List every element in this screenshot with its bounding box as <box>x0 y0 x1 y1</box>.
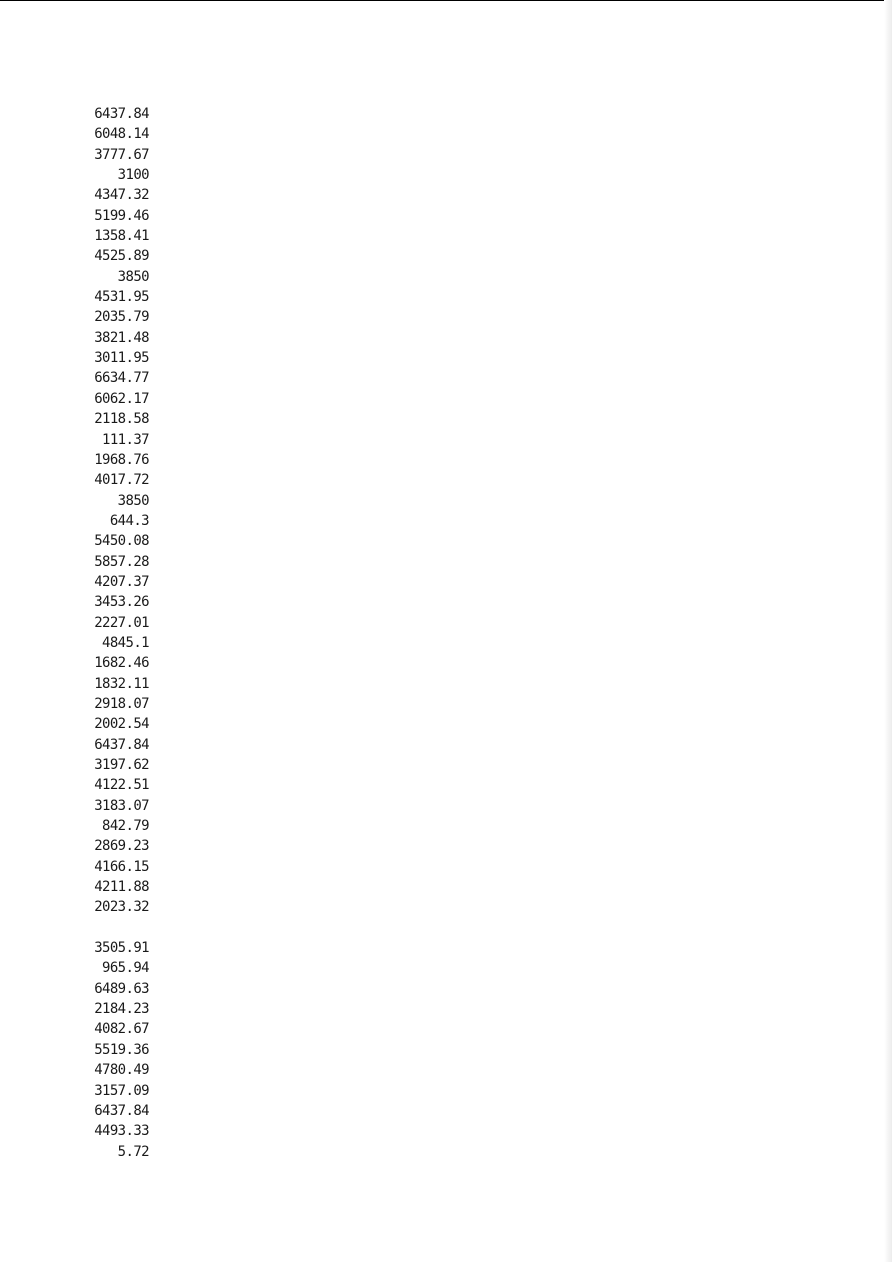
value-cell: 4082.67 <box>94 1021 149 1038</box>
value-cell: 6048.14 <box>94 126 149 143</box>
value-cell: 3183.07 <box>94 797 149 814</box>
value-cell: 5199.46 <box>94 207 149 224</box>
value-cell: 4347.32 <box>94 187 149 204</box>
value-cell: 3777.67 <box>94 146 149 163</box>
value-cell: 4493.33 <box>94 1123 149 1140</box>
page-right-edge-shadow <box>884 0 892 1262</box>
value-cell: 3157.09 <box>94 1082 149 1099</box>
value-cell: 3011.95 <box>94 350 149 367</box>
value-column <box>80 104 149 1162</box>
value-cell: 2227.01 <box>94 614 149 631</box>
value-cell: 6489.63 <box>94 980 149 997</box>
value-cell: 1358.41 <box>94 228 149 245</box>
value-cell: 2869.23 <box>94 838 149 855</box>
value-cell: 4525.89 <box>94 248 149 265</box>
value-cell: 1832.11 <box>94 675 149 692</box>
value-cell: 965.94 <box>102 960 149 977</box>
value-cell: 644.3 <box>109 512 149 529</box>
value-cell: 5519.36 <box>94 1041 149 1058</box>
value-cell: 3100 <box>117 167 149 184</box>
value-cell: 6437.84 <box>94 1102 149 1119</box>
value-cell: 842.79 <box>102 818 149 835</box>
value-cell: 6437.84 <box>94 106 149 122</box>
value-cell: 1682.46 <box>94 655 149 672</box>
value-cell: 3821.48 <box>94 329 149 346</box>
value-cell: 2118.58 <box>94 411 149 428</box>
value-cell: 4211.88 <box>94 879 149 896</box>
value-cell: 4531.95 <box>94 289 149 306</box>
value-cell: 3505.91 <box>94 940 149 957</box>
value-cell: 3850 <box>117 268 149 285</box>
value-cell: 3197.62 <box>94 757 149 773</box>
empty-value-cell <box>80 918 149 938</box>
value-cell: 4122.51 <box>94 777 149 794</box>
value-cell: 111.37 <box>102 431 149 448</box>
value-cell: 5450.08 <box>94 533 149 550</box>
value-cell: 2023.32 <box>94 899 149 916</box>
value-cell: 4780.49 <box>94 1062 149 1079</box>
page-top-border <box>0 0 892 1</box>
value-cell: 5.72 <box>117 1143 149 1160</box>
value-cell: 2002.54 <box>94 716 149 733</box>
value-cell: 2184.23 <box>94 1001 149 1018</box>
value-cell: 2918.07 <box>94 695 149 712</box>
value-cell: 3850 <box>117 492 149 509</box>
value-cell: 6062.17 <box>94 390 149 407</box>
value-cell: 1968.76 <box>94 451 149 468</box>
value-cell: 5857.28 <box>94 553 149 570</box>
value-cell: 4207.37 <box>94 573 149 590</box>
value-cell: 4166.15 <box>94 858 149 875</box>
value-cell: 2035.79 <box>94 309 149 326</box>
value-cell: 6634.77 <box>94 370 149 387</box>
value-cell: 4845.1 <box>102 634 149 651</box>
value-cell: 6437.84 <box>94 736 149 753</box>
value-cell: 4017.72 <box>94 472 149 489</box>
value-cell: 3453.26 <box>94 594 149 611</box>
